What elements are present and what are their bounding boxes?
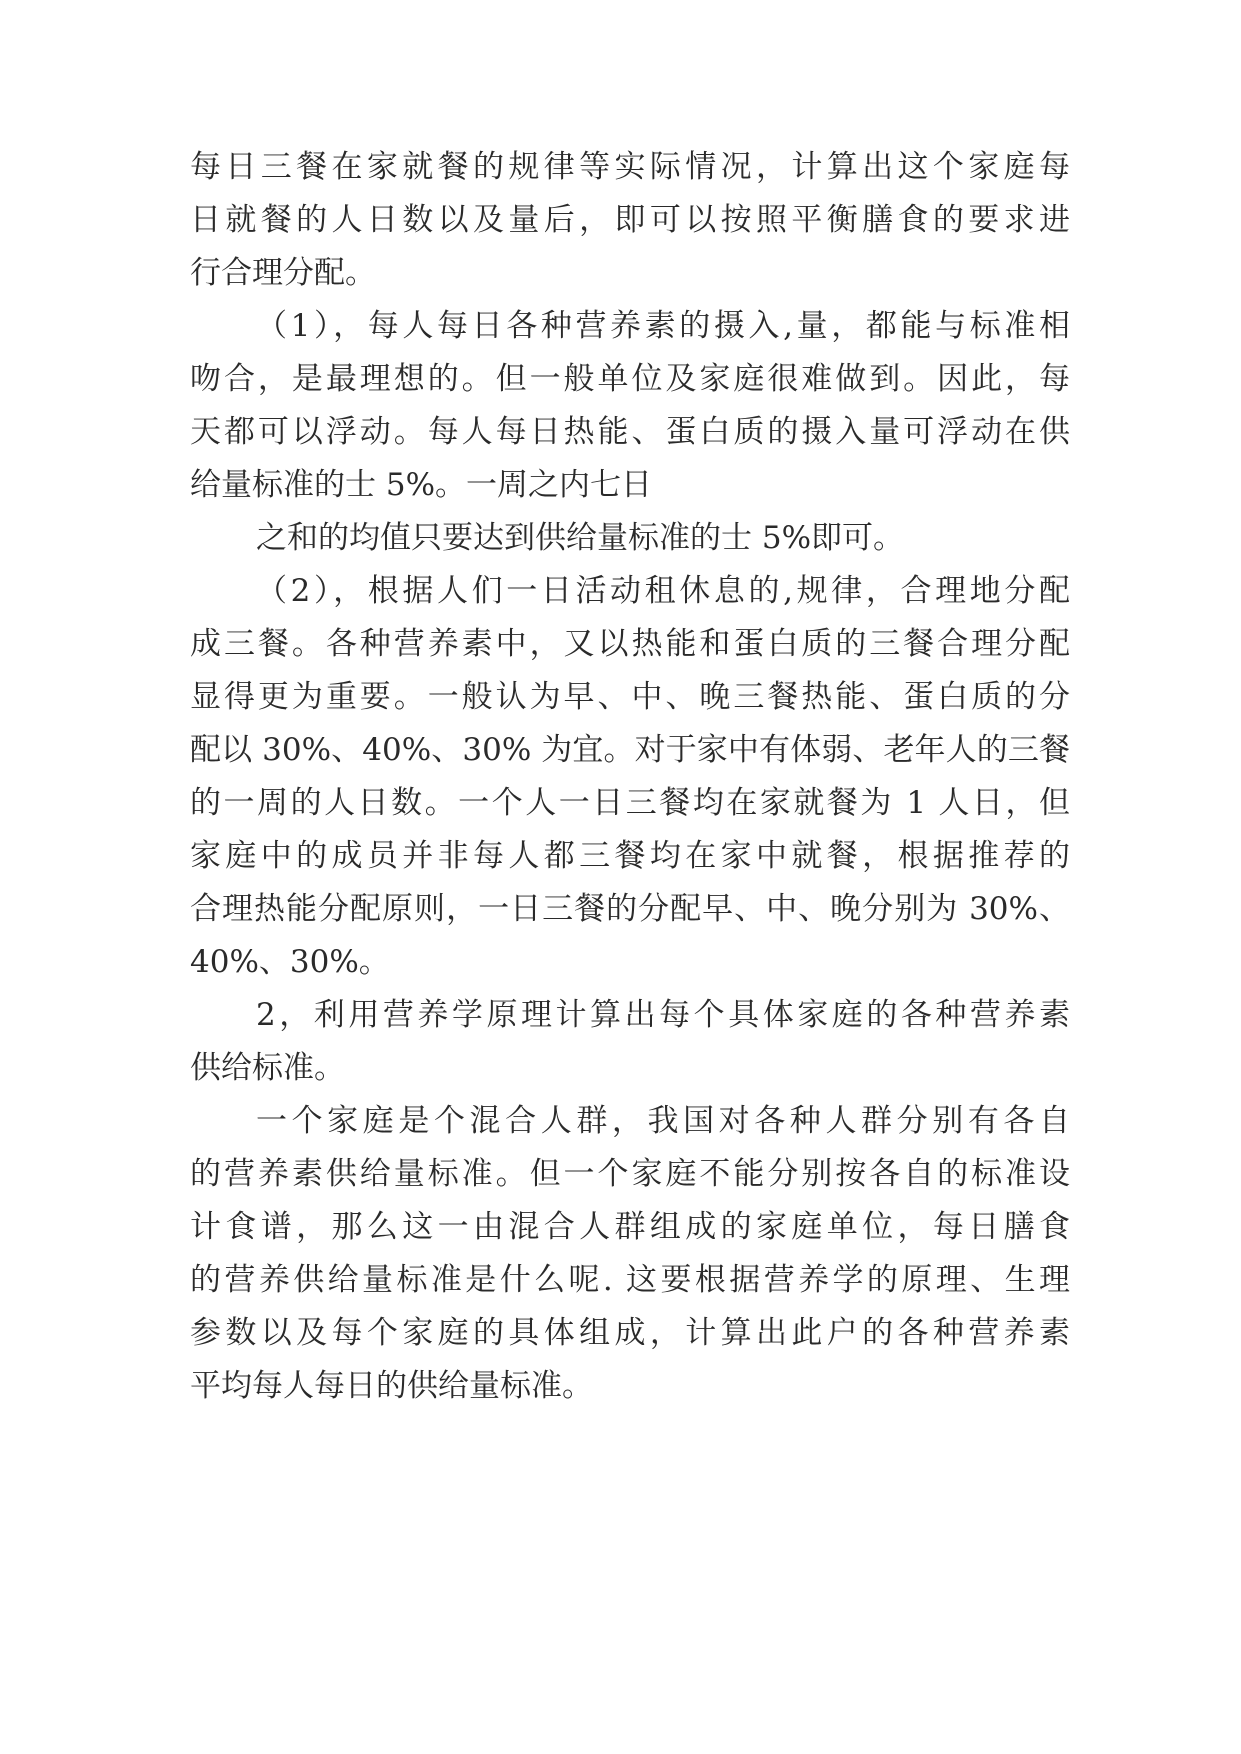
- text-line-9: （2），根据人们一日活动租休息的,规律，合理地分配: [256, 573, 1070, 609]
- text-line-17: 2，利用营养学原理计算出每个具体家庭的各种营养素: [256, 997, 1070, 1033]
- text-line-19: 一个家庭是个混合人群，我国对各种人群分别有各自: [256, 1103, 1070, 1139]
- text-line-18: 供给标准。: [190, 1050, 345, 1086]
- text-line-7: 给量标准的士 5%。一周之内七日: [190, 467, 653, 503]
- text-line-11: 显得更为重要。一般认为早、中、晚三餐热能、蛋白质的分: [190, 679, 1070, 715]
- text-line-4: （1），每人每日各种营养素的摄入,量，都能与标准相: [256, 308, 1070, 344]
- text-line-10: 成三餐。各种营养素中，又以热能和蛋白质的三餐合理分配: [190, 626, 1070, 662]
- text-line-16: 40%、30%。: [190, 944, 390, 980]
- text-line-22: 的营养供给量标准是什么呢. 这要根据营养学的原理、生理: [190, 1262, 1070, 1298]
- text-line-14: 家庭中的成员并非每人都三餐均在家中就餐，根据推荐的: [190, 838, 1070, 874]
- text-line-12: 配以 30%、40%、30% 为宜。对于家中有体弱、老年人的三餐: [190, 732, 1070, 768]
- text-line-3: 行合理分配。: [190, 255, 376, 291]
- text-line-23: 参数以及每个家庭的具体组成，计算出此户的各种营养素: [190, 1315, 1070, 1351]
- text-line-20: 的营养素供给量标准。但一个家庭不能分别按各自的标准设: [190, 1156, 1070, 1192]
- text-line-21: 计食谱，那么这一由混合人群组成的家庭单位，每日膳食: [190, 1209, 1070, 1245]
- text-line-13: 的一周的人日数。一个人一日三餐均在家就餐为 1 人日，但: [190, 785, 1070, 821]
- text-line-5: 吻合，是最理想的。但一般单位及家庭很难做到。因此，每: [190, 361, 1070, 397]
- text-line-15: 合理热能分配原则，一日三餐的分配早、中、晚分别为 30%、: [190, 891, 1070, 927]
- text-line-8: 之和的均值只要达到供给量标准的士 5%即可。: [256, 520, 905, 556]
- text-line-2: 日就餐的人日数以及量后，即可以按照平衡膳食的要求进: [190, 202, 1070, 238]
- text-line-6: 天都可以浮动。每人每日热能、蛋白质的摄入量可浮动在供: [190, 414, 1070, 450]
- text-line-1: 每日三餐在家就餐的规律等实际情况，计算出这个家庭每: [190, 149, 1070, 185]
- text-line-24: 平均每人每日的供给量标准。: [190, 1368, 593, 1404]
